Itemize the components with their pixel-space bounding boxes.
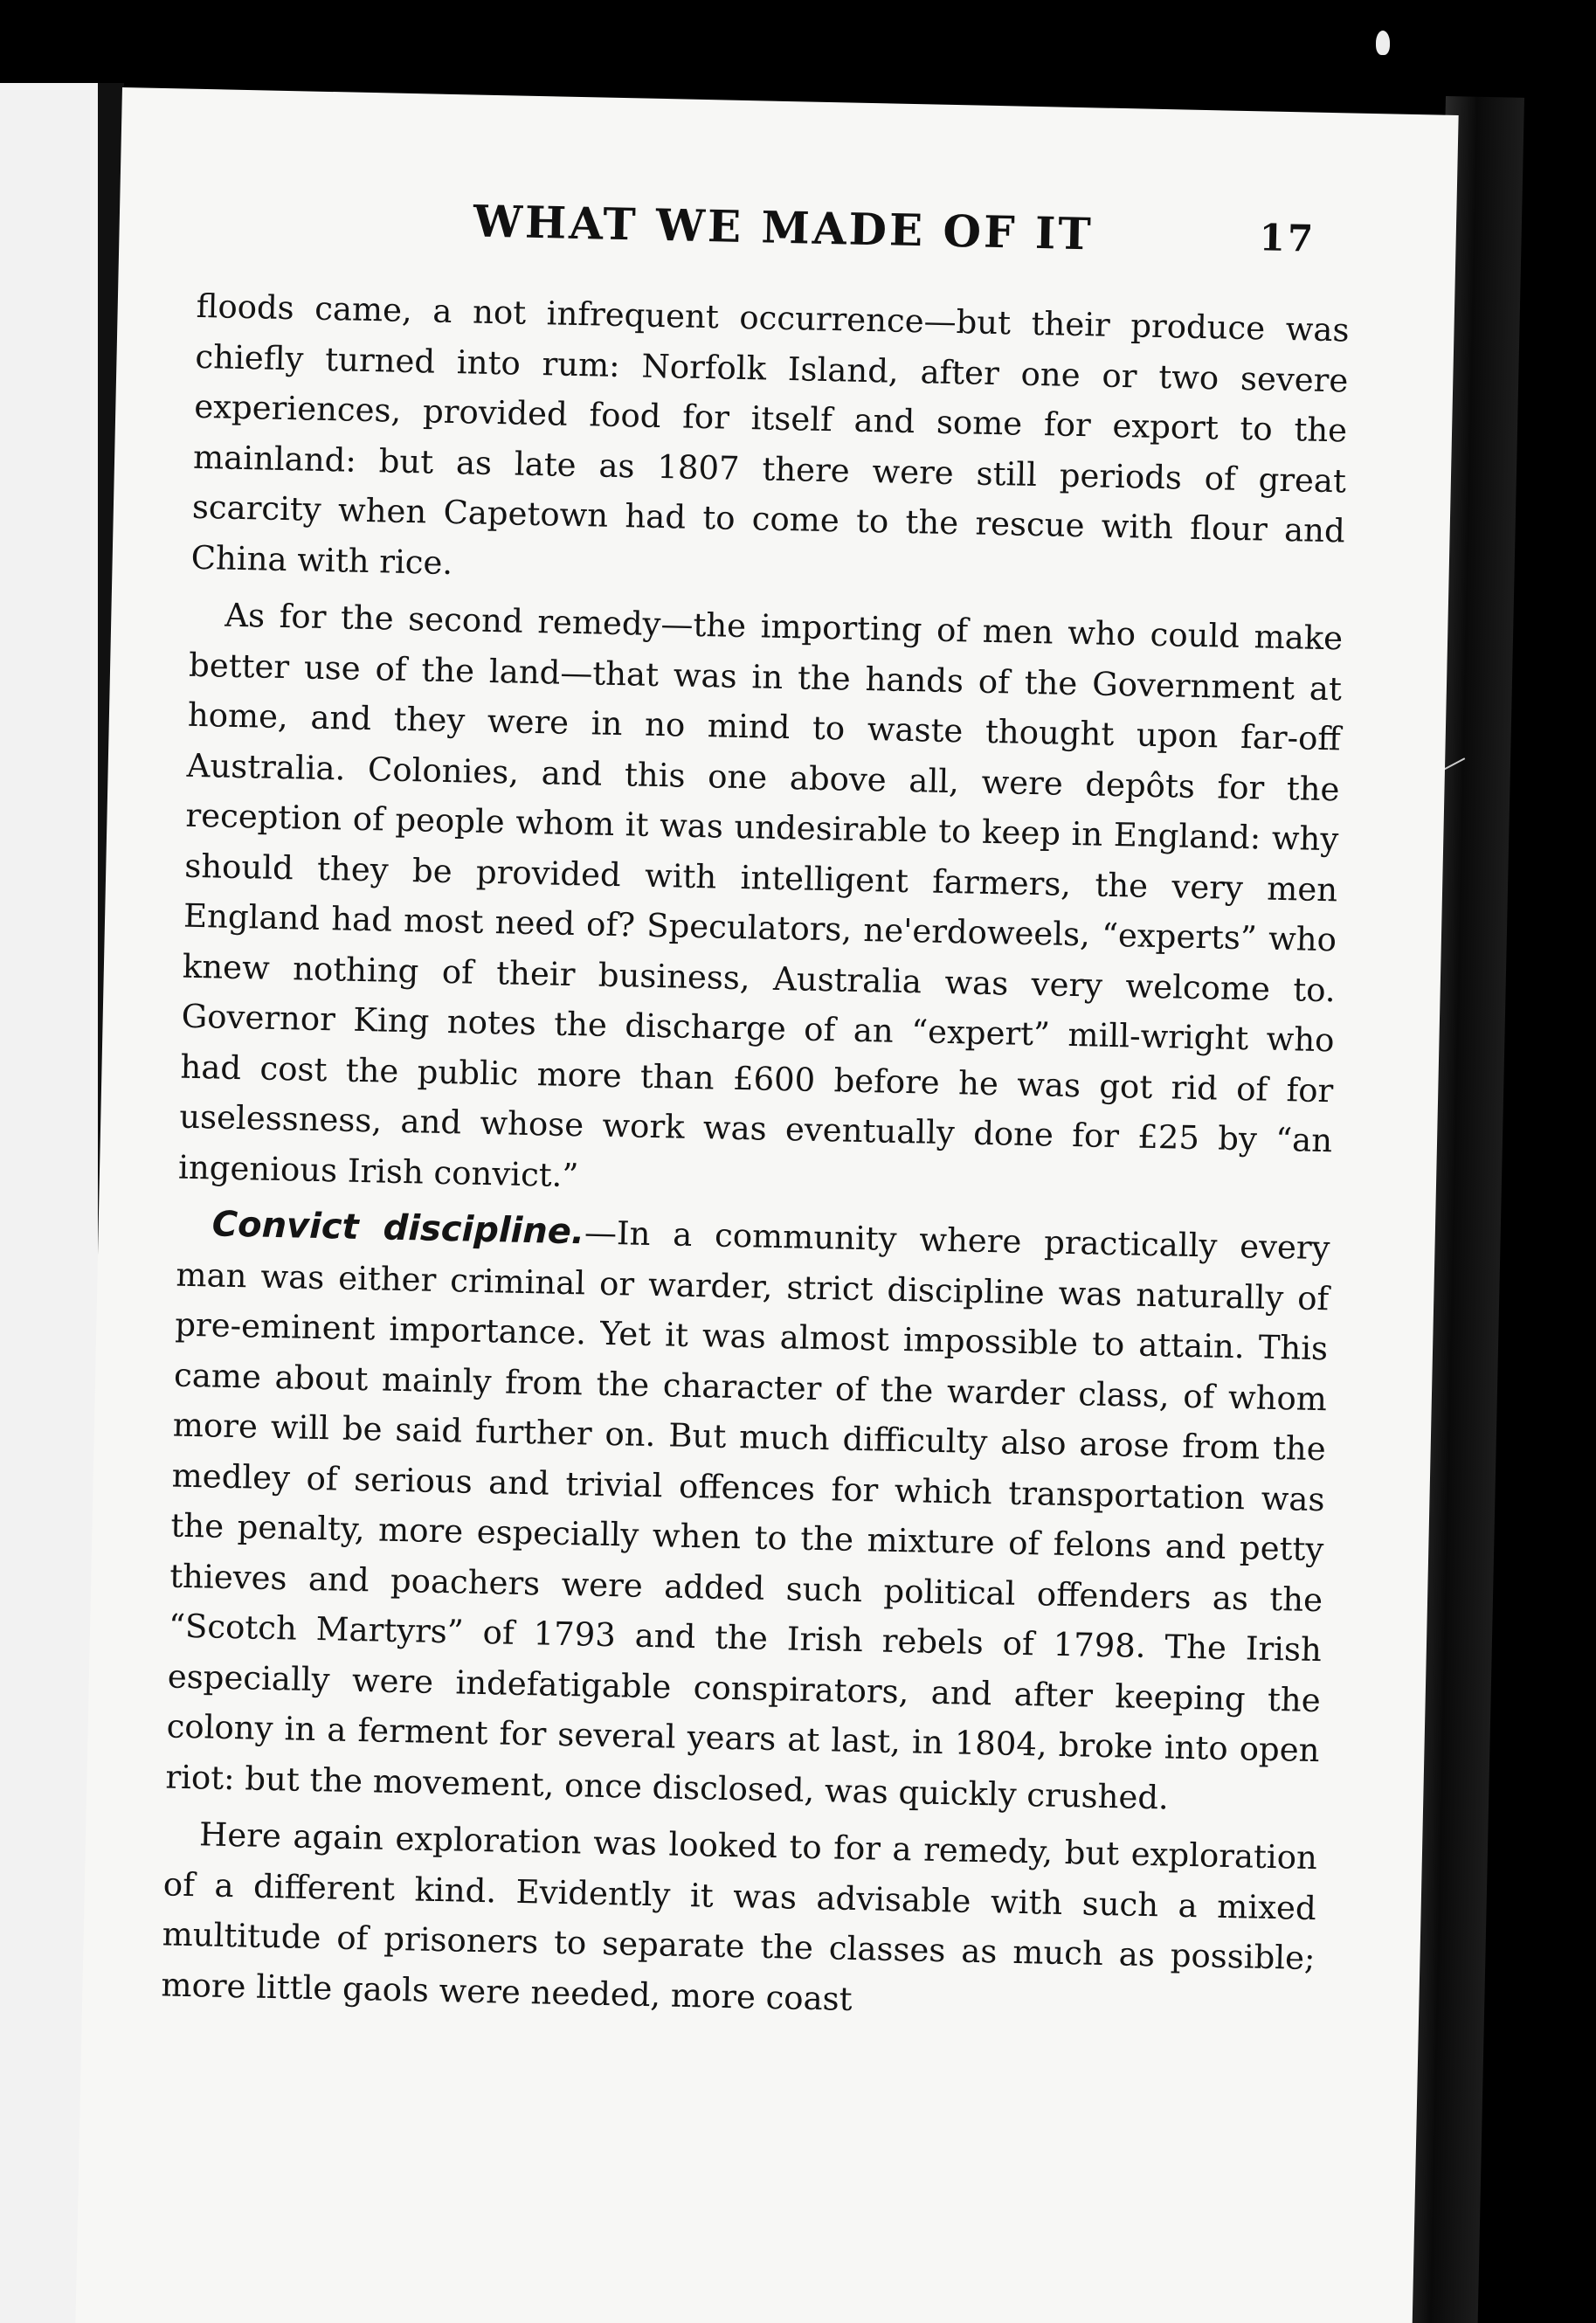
page-header xyxy=(121,188,1457,260)
running-head: WHAT WE MADE OF IT xyxy=(473,195,1095,260)
paragraph: Here again exploration was looked to for a remedy, but exploration of a different kind. Evidently it was advisable with such a mixed multitude of prisoners to separate the classes as much as possible; more little gaols were needed, more coast xyxy=(161,1815,1318,2018)
page-number: 17 xyxy=(1259,216,1316,260)
paragraph: As for the second remedy—the importing of men who could make better use of the land—that was in the hands of the Government at home, and they were in no mind to waste thought upon far-off Australia. Colonies, and this one above all, were depôts for the reception of people whom it was undesirable to keep in England: why should they be provided with intelligent farmers, the very men England had most need of? Speculators, ne'erdoweels, “experts” who knew nothing of their business, Australia was very welcome to. Governor King notes the discharge of an “expert” mill-wright who had cost the public more than £600 before he was got rid of for uselessness, and whose work was eventually done for £25 by “an ingenious Irish convict.” xyxy=(177,596,1344,1194)
page-body xyxy=(161,281,1350,2041)
paragraph-text: —In a community where practically every man was either criminal or warder, strict discipline was naturally of pre-eminent importance. Yet it was almost impossible to attain. This came about mainly from the character of the warder class, of whom more will be said further on. But much difficulty also arose from the medley of serious and trivial offences for which transportation was the penalty, more especially when to the mixture of felons and petty thieves and poachers were added such political offenders as the “Scotch Martyrs” of 1793 and the Irish rebels of 1798. The Irish especially were indefatigable conspirators, and after keeping the colony in a ferment for several years at last, in 1804, broke into open riot: but the movement, once disclosed, was quickly crushed. xyxy=(165,1213,1330,1817)
scan-speck xyxy=(1376,31,1390,55)
paragraph: floods came, a not infrequent occurrence—but their produce was chiefly turned into rum: Norfolk Island, after one or two severe experiences, provided food for itself and some for export to the mainland: but as late as 1807 there were still periods of great scarcity when Capetown had to come to the rescue with flour and China with rice. xyxy=(190,287,1350,582)
book-page xyxy=(75,87,1458,2323)
section-side-heading: Convict discipline. xyxy=(211,1204,585,1253)
paragraph xyxy=(165,1200,1330,1826)
